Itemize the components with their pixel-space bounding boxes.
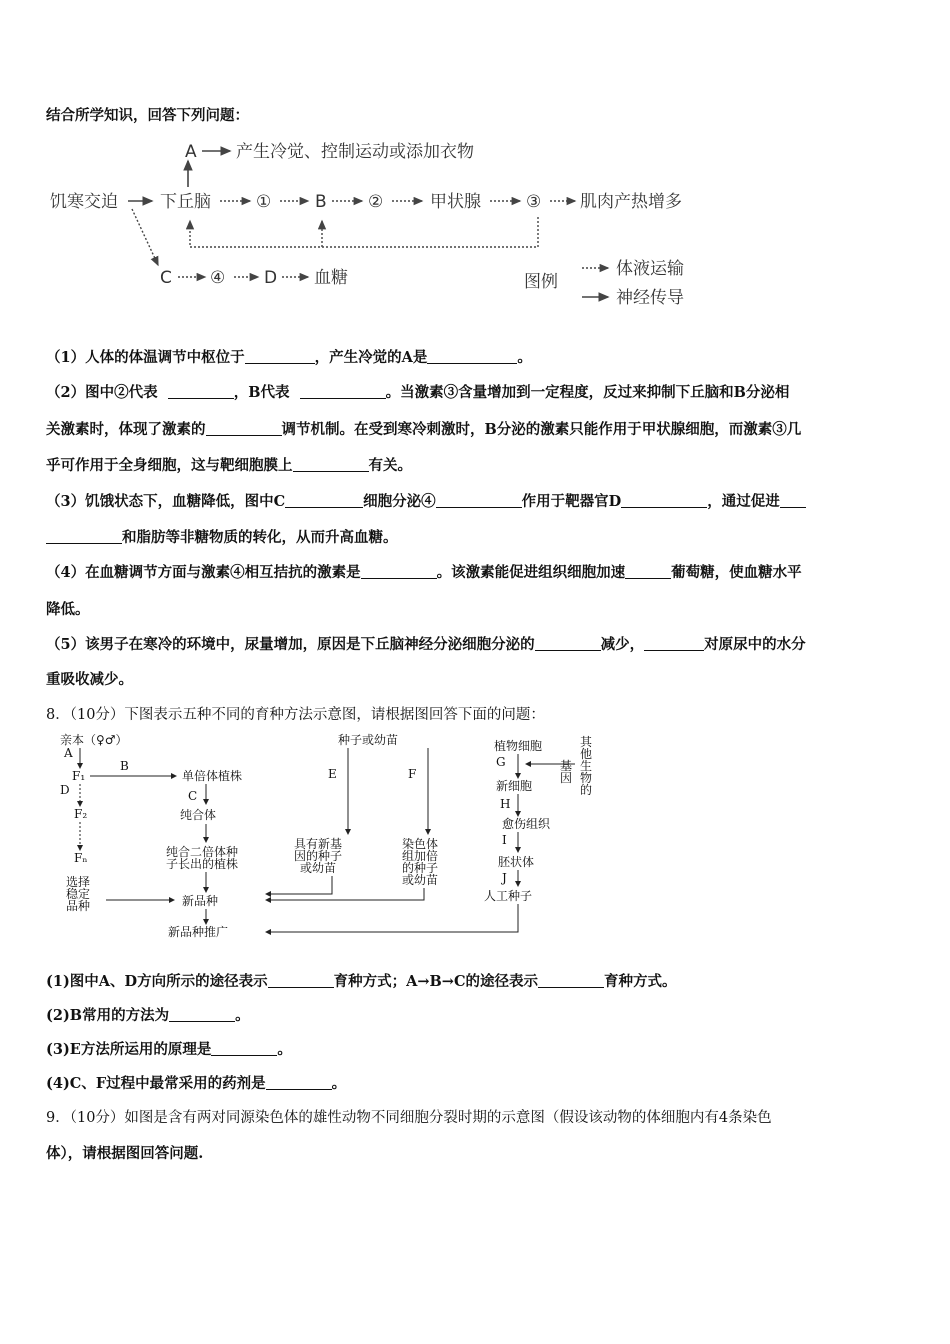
d2-pure: 纯合体 bbox=[180, 808, 217, 822]
d1-thyroid: 甲状腺 bbox=[430, 192, 481, 212]
d2-i: I bbox=[502, 833, 507, 847]
q7-line-4: 乎可作用于全身细胞，这与靶细胞膜上 有关。 bbox=[46, 457, 412, 474]
d2-double-3: 的种子 bbox=[402, 861, 439, 875]
d2-newgene-3: 或幼苗 bbox=[300, 861, 337, 875]
thermoregulation-diagram bbox=[40, 135, 740, 315]
d2-double-4: 或幼苗 bbox=[402, 873, 439, 887]
d2-other-2: 他 bbox=[580, 747, 593, 761]
d2-g: G bbox=[496, 755, 506, 769]
d1-n2: ② bbox=[368, 192, 384, 212]
d1-d: D bbox=[264, 268, 278, 288]
d2-new-variety: 新品种 bbox=[182, 894, 219, 908]
d1-b: B bbox=[315, 192, 327, 212]
d2-callus: 愈伤组织 bbox=[502, 817, 551, 831]
q7-line-1: （1）人体的体温调节中枢位于 ，产生冷觉的A是 。 bbox=[46, 349, 532, 366]
d2-other-1: 其 bbox=[580, 735, 593, 749]
d1-n3: ③ bbox=[526, 192, 542, 212]
d1-c: C bbox=[160, 268, 172, 288]
d2-gene-1: 基 bbox=[560, 759, 573, 773]
d1-hypothalamus: 下丘脑 bbox=[160, 192, 211, 212]
d1-n1: ① bbox=[256, 192, 272, 212]
d2-fn: Fₙ bbox=[74, 851, 88, 865]
breeding-diagram bbox=[56, 730, 596, 940]
q8-q2: (2)B常用的方法为 。 bbox=[46, 1007, 250, 1024]
d2-e: E bbox=[328, 767, 337, 781]
q7-line-2: （2）图中②代表 ，B代表 。当激素③含量增加到一定程度，反过来抑制下丘脑和B分泌相 bbox=[46, 384, 790, 401]
d2-pure-diploid-1: 纯合二倍体种 bbox=[166, 845, 239, 859]
d2-f: F bbox=[408, 767, 417, 781]
q7-line-3: 关激素时，体现了激素的 调节机制。在受到寒冷刺激时，B分泌的激素只能作用于甲状腺细胞，而激素③几 bbox=[46, 421, 802, 438]
d2-select-3: 品种 bbox=[66, 899, 91, 913]
q8-q4: (4)C、F过程中最常采用的药剂是 。 bbox=[46, 1075, 347, 1092]
d1-a-text: 产生冷觉、控制运动或添加衣物 bbox=[236, 142, 474, 162]
intro: 结合所学知识，回答下列问题： bbox=[46, 107, 249, 124]
d2-b: B bbox=[120, 759, 129, 773]
d2-double-1: 染色体 bbox=[402, 837, 439, 851]
q7-line-8: 降低。 bbox=[46, 601, 90, 618]
d2-double-2: 组加倍 bbox=[402, 849, 439, 863]
d1-start: 饥寒交迫 bbox=[50, 192, 118, 212]
d2-haploid: 单倍体植株 bbox=[182, 769, 243, 783]
d2-seed: 种子或幼苗 bbox=[338, 733, 399, 747]
d2-other-5: 的 bbox=[580, 783, 593, 797]
d2-h: H bbox=[500, 797, 511, 811]
d2-promotion: 新品种推广 bbox=[168, 925, 229, 939]
d2-artificial-seed: 人工种子 bbox=[484, 889, 533, 903]
d2-embryoid: 胚状体 bbox=[498, 855, 535, 869]
q7-line-10: 重吸收减少。 bbox=[46, 671, 133, 688]
d2-gene-2: 因 bbox=[560, 771, 573, 785]
d2-newgene-2: 因的种子 bbox=[294, 849, 343, 863]
q7-line-5: （3）饥饿状态下，血糖降低，图中C 细胞分泌④ 作用于靶器官D ，通过促进 bbox=[46, 490, 806, 511]
q8-heading: 8．（10分）下图表示五种不同的育种方法示意图，请根据图回答下面的问题： bbox=[46, 707, 545, 723]
d2-parent: 亲本（♀♂） bbox=[60, 733, 128, 747]
q9-line-2: 体），请根据图回答问题. bbox=[46, 1145, 204, 1162]
q7-line-9: （5）该男子在寒冷的环境中，尿量增加，原因是下丘脑神经分泌细胞分泌的 减少， 对原尿中的水分 bbox=[46, 636, 806, 653]
q8-q1: (1)图中A、D方向所示的途径表示 育种方式；A→B→C的途径表示 育种方式。 bbox=[46, 973, 677, 990]
d2-other-3: 生 bbox=[580, 759, 593, 773]
d2-j: J bbox=[502, 871, 507, 885]
d2-other-4: 物 bbox=[580, 771, 593, 785]
q9-line-1: 9．（10分）如图是含有两对同源染色体的雄性动物不同细胞分裂时期的示意图（假设该动物的体细胞内有4条染色 bbox=[46, 1110, 772, 1126]
d2-select-2: 稳定 bbox=[66, 887, 91, 901]
d2-select-1: 选择 bbox=[66, 875, 91, 889]
d2-plant-cell: 植物细胞 bbox=[494, 739, 543, 753]
d2-newgene-1: 具有新基 bbox=[294, 837, 343, 851]
d2-a: A bbox=[64, 746, 73, 760]
q7-line-6: 和脂肪等非糖物质的转化，从而升高血糖。 bbox=[46, 526, 398, 547]
d1-a: A bbox=[185, 142, 197, 162]
d1-legend-nerve: 神经传导 bbox=[616, 288, 684, 308]
d2-pure-diploid-2: 子长出的植株 bbox=[166, 857, 239, 871]
d1-legend-fluid: 体液运输 bbox=[616, 259, 684, 279]
d2-new-cell: 新细胞 bbox=[496, 779, 533, 793]
d1-legend-title: 图例 bbox=[524, 272, 558, 292]
d1-muscle: 肌肉产热增多 bbox=[580, 192, 682, 212]
d2-f2: F₂ bbox=[74, 807, 88, 821]
d2-d: D bbox=[60, 783, 70, 797]
q8-q3: (3)E方法所运用的原理是 。 bbox=[46, 1041, 292, 1058]
d1-n4: ④ bbox=[210, 268, 226, 288]
d2-c: C bbox=[188, 789, 198, 803]
d2-f1: F₁ bbox=[72, 769, 86, 783]
d1-blood: 血糖 bbox=[314, 268, 348, 288]
q7-line-7: （4）在血糖调节方面与激素④相互拮抗的激素是 。该激素能促进组织细胞加速 葡萄糖，使血糖水平 bbox=[46, 564, 802, 581]
